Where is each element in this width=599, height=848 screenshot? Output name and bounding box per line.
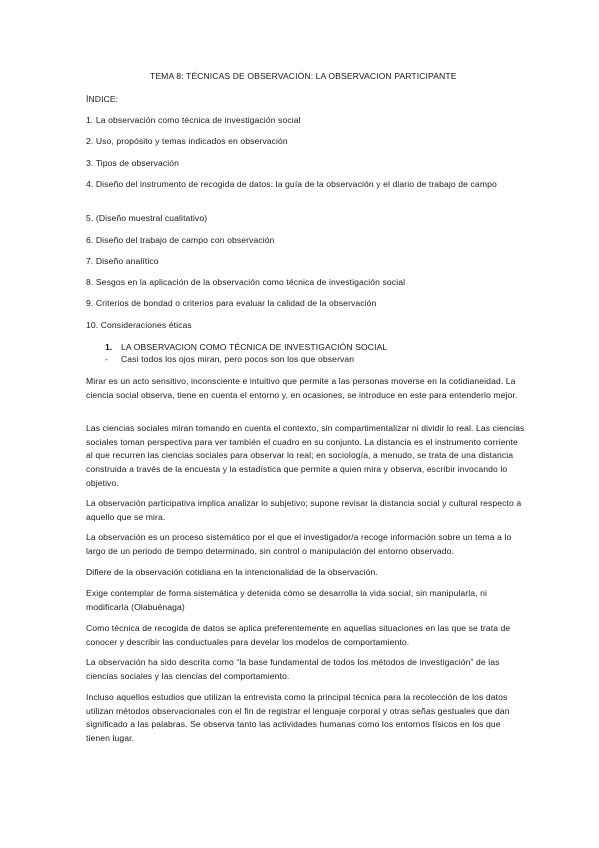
- index-heading: ÍNDICE:: [86, 94, 119, 104]
- index-item: 2. Uso, propósito y temas indicados en observación: [86, 136, 288, 146]
- paragraph: Difiere de la observación cotidiana en la intencionalidad de la observación.: [86, 567, 378, 577]
- paragraph: Las ciencias sociales miran tomando en cuenta el contexto, sin compartimentalizar ni dividir lo real. Las ciencias sociales toman perspectiva para ver también el cuadro en su conjunto. La distancia es el instrumento corriente al que recurren las ciencias sociales para observar lo real; en sociología, a menudo, se trata de una distancia construida a través de la encuesta y la estadística que permite a quien mira y observa, escribir invocando lo objetivo.: [86, 423, 525, 488]
- document-title: TEMA 8: TÉCNICAS DE OBSERVACIÓN: LA OBSERVACION PARTICIPANTE: [150, 71, 457, 81]
- index-item: 1. La observación como técnica de investigación social: [86, 115, 301, 125]
- bullet-text: Casi todos los ojos miran, pero pocos son los que observan: [121, 354, 355, 364]
- section-bullet: [105, 353, 545, 367]
- index-item: 6. Diseño del trabajo de campo con observación: [86, 235, 275, 245]
- paragraph: Incluso aquellos estudios que utilizan la entrevista como la principal técnica para la recolección de los datos utilizan métodos observacionales con el fin de registrar el lenguaje corporal y otras señas gestuales que dan significado a las palabras. Se observa tanto las actividades humanas como los entornos físicos en los que tienen lugar.: [86, 692, 510, 744]
- bullet-dash: -: [105, 354, 108, 364]
- index-item: 5. (Diseño muestral cualitativo): [86, 213, 208, 223]
- paragraph: La observación es un proceso sistemático por el que el investigador/a recoge información sobre un tema a lo largo de un periodo de tiempo determinado, sin control o manipulación del entorno observado.: [86, 532, 512, 556]
- section-number: 1.: [105, 342, 113, 352]
- index-item: 9. Criterios de bondad o criterios para evaluar la calidad de la observación: [86, 298, 377, 308]
- paragraph: La observación ha sido descrita como “la base fundamental de todos los métodos de investigación” de las ciencias sociales y las ciencias del comportamiento.: [86, 657, 500, 681]
- index-item: 4. Diseño del instrumento de recogida de datos: la guía de la observación y el diario de trabajo de campo: [86, 179, 497, 189]
- index-item: 7. Diseño analítico: [86, 256, 159, 266]
- paragraph: Como técnica de recogida de datos se aplica preferentemente en aquellas situaciones en las que se trata de conocer y describir las conductuales para develar los modelos de comportamiento.: [86, 623, 511, 647]
- section-heading-text: LA OBSERVACION COMO TÉCNICA DE INVESTIGACIÓN SOCIAL: [121, 342, 388, 352]
- paragraph: Mirar es un acto sensitivo, inconsciente e intuitivo que permite a las personas moverse en la cotidianeidad. La ciencia social observa, tiene en cuenta el entorno y, en ocasiones, se introduce en este para entenderlo mejor.: [86, 376, 518, 400]
- index-item: 10. Consideraciones éticas: [86, 320, 192, 330]
- paragraph: Exige contemplar de forma sistemática y detenida cómo se desarrolla la vida social, sin manipularla, ni modificarla (Olabuénaga): [86, 588, 488, 612]
- index-item: 8. Sesgos en la aplicación de la observación como técnica de investigación social: [86, 277, 406, 287]
- index-item: 3. Tipos de observación: [86, 158, 180, 168]
- paragraph: La observación participativa implica analizar lo subjetivo; supone revisar la distancia social y cultural respecto a aquello que se mira.: [86, 498, 522, 522]
